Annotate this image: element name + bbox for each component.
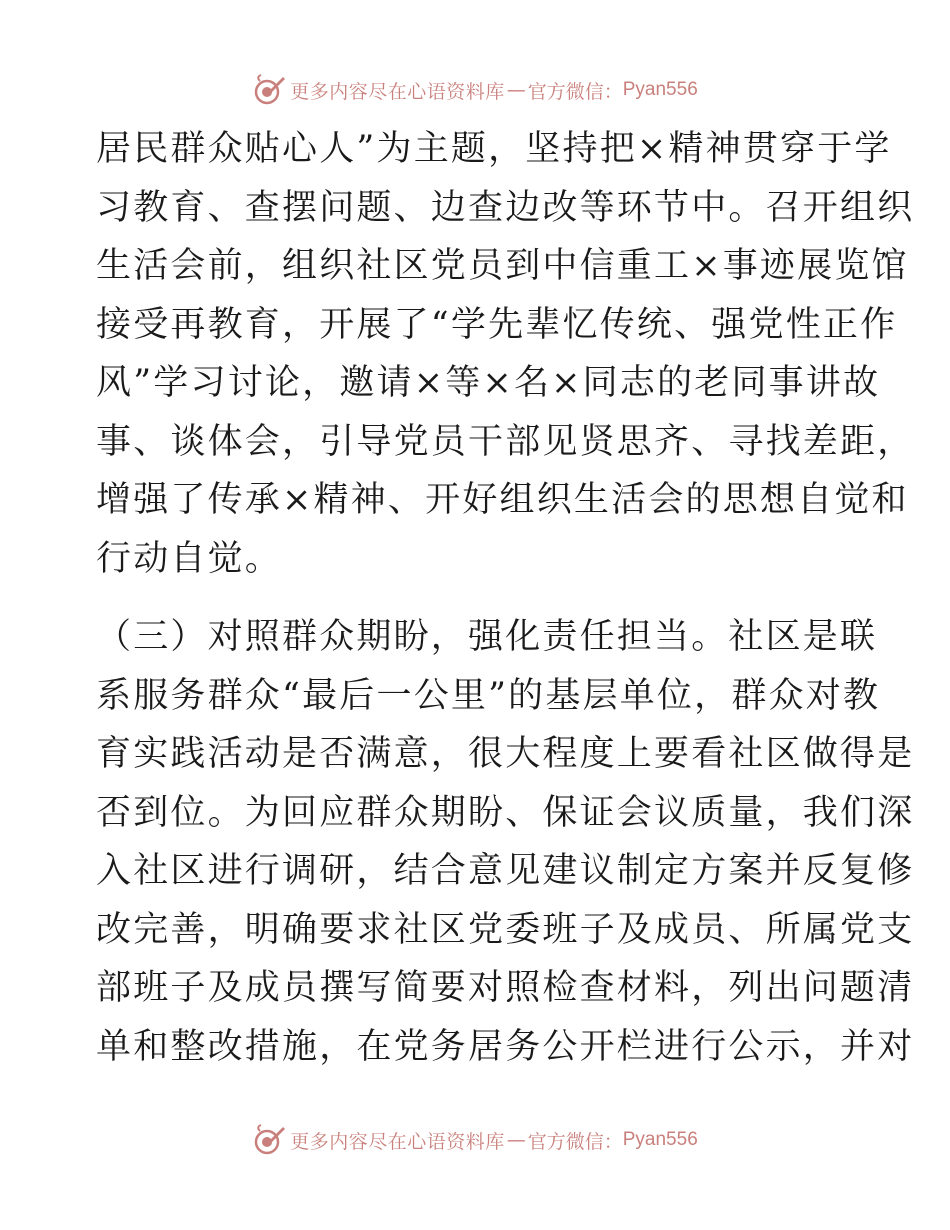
paragraph-1	[96, 120, 915, 588]
text-line: 事、谈体会，引导党员干部见贤思齐、寻找差距，	[96, 421, 915, 462]
watermark-separator: —	[506, 1129, 526, 1151]
text-line: 行动自觉。	[96, 538, 283, 579]
text-line: 育实践活动是否满意，很大程度上要看社区做得是	[96, 734, 915, 774]
text-line: 接受再教育，开展了“学先辈忆传统、强党性正作	[96, 304, 898, 345]
text-line: 习教育、查摆问题、边查边改等环节中。召开组织	[96, 187, 915, 228]
text-line: 改完善，明确要求社区党委班子及成员、所属党支	[96, 909, 915, 950]
watermark-text: 更多内容尽在心语资料库	[290, 80, 505, 103]
watermark-id: Pyan556	[622, 1129, 698, 1150]
watermark-separator: —	[506, 79, 526, 101]
text-line: 居民群众贴心人”为主题，坚持把×精神贯穿于学	[96, 129, 892, 169]
text-line: 风”学习讨论，邀请×等×名×同志的老同事讲故	[96, 363, 881, 403]
text-line: 单和整改措施，在党务居务公开栏进行公示，并对	[96, 1026, 915, 1067]
document-body	[96, 120, 915, 1076]
watermark-footer	[0, 1120, 950, 1160]
watermark-label: 官方微信：	[527, 80, 623, 103]
text-line: （三）对照群众期盼，强化责任担当。社区是联	[96, 617, 878, 657]
text-line: 生活会前，组织社区党员到中信重工×事迹展览馆	[96, 246, 909, 286]
watermark-text: 更多内容尽在心语资料库	[290, 1130, 505, 1153]
text-line: 部班子及成员撰写简要对照检查材料，列出问题清	[96, 968, 915, 1008]
paragraph-2	[96, 608, 915, 1076]
pen-logo-icon	[252, 73, 286, 107]
watermark-header	[0, 70, 950, 110]
text-line: 入社区进行调研，结合意见建议制定方案并反复修	[96, 851, 915, 891]
watermark-id: Pyan556	[622, 79, 698, 100]
text-line: 否到位。为回应群众期盼、保证会议质量，我们深	[96, 792, 915, 833]
text-line: 系服务群众“最后一公里”的基层单位，群众对教	[96, 675, 881, 716]
pen-logo-icon	[252, 1123, 286, 1157]
watermark-label: 官方微信：	[527, 1130, 623, 1153]
text-line: 增强了传承×精神、开好组织生活会的思想自觉和	[96, 480, 909, 520]
